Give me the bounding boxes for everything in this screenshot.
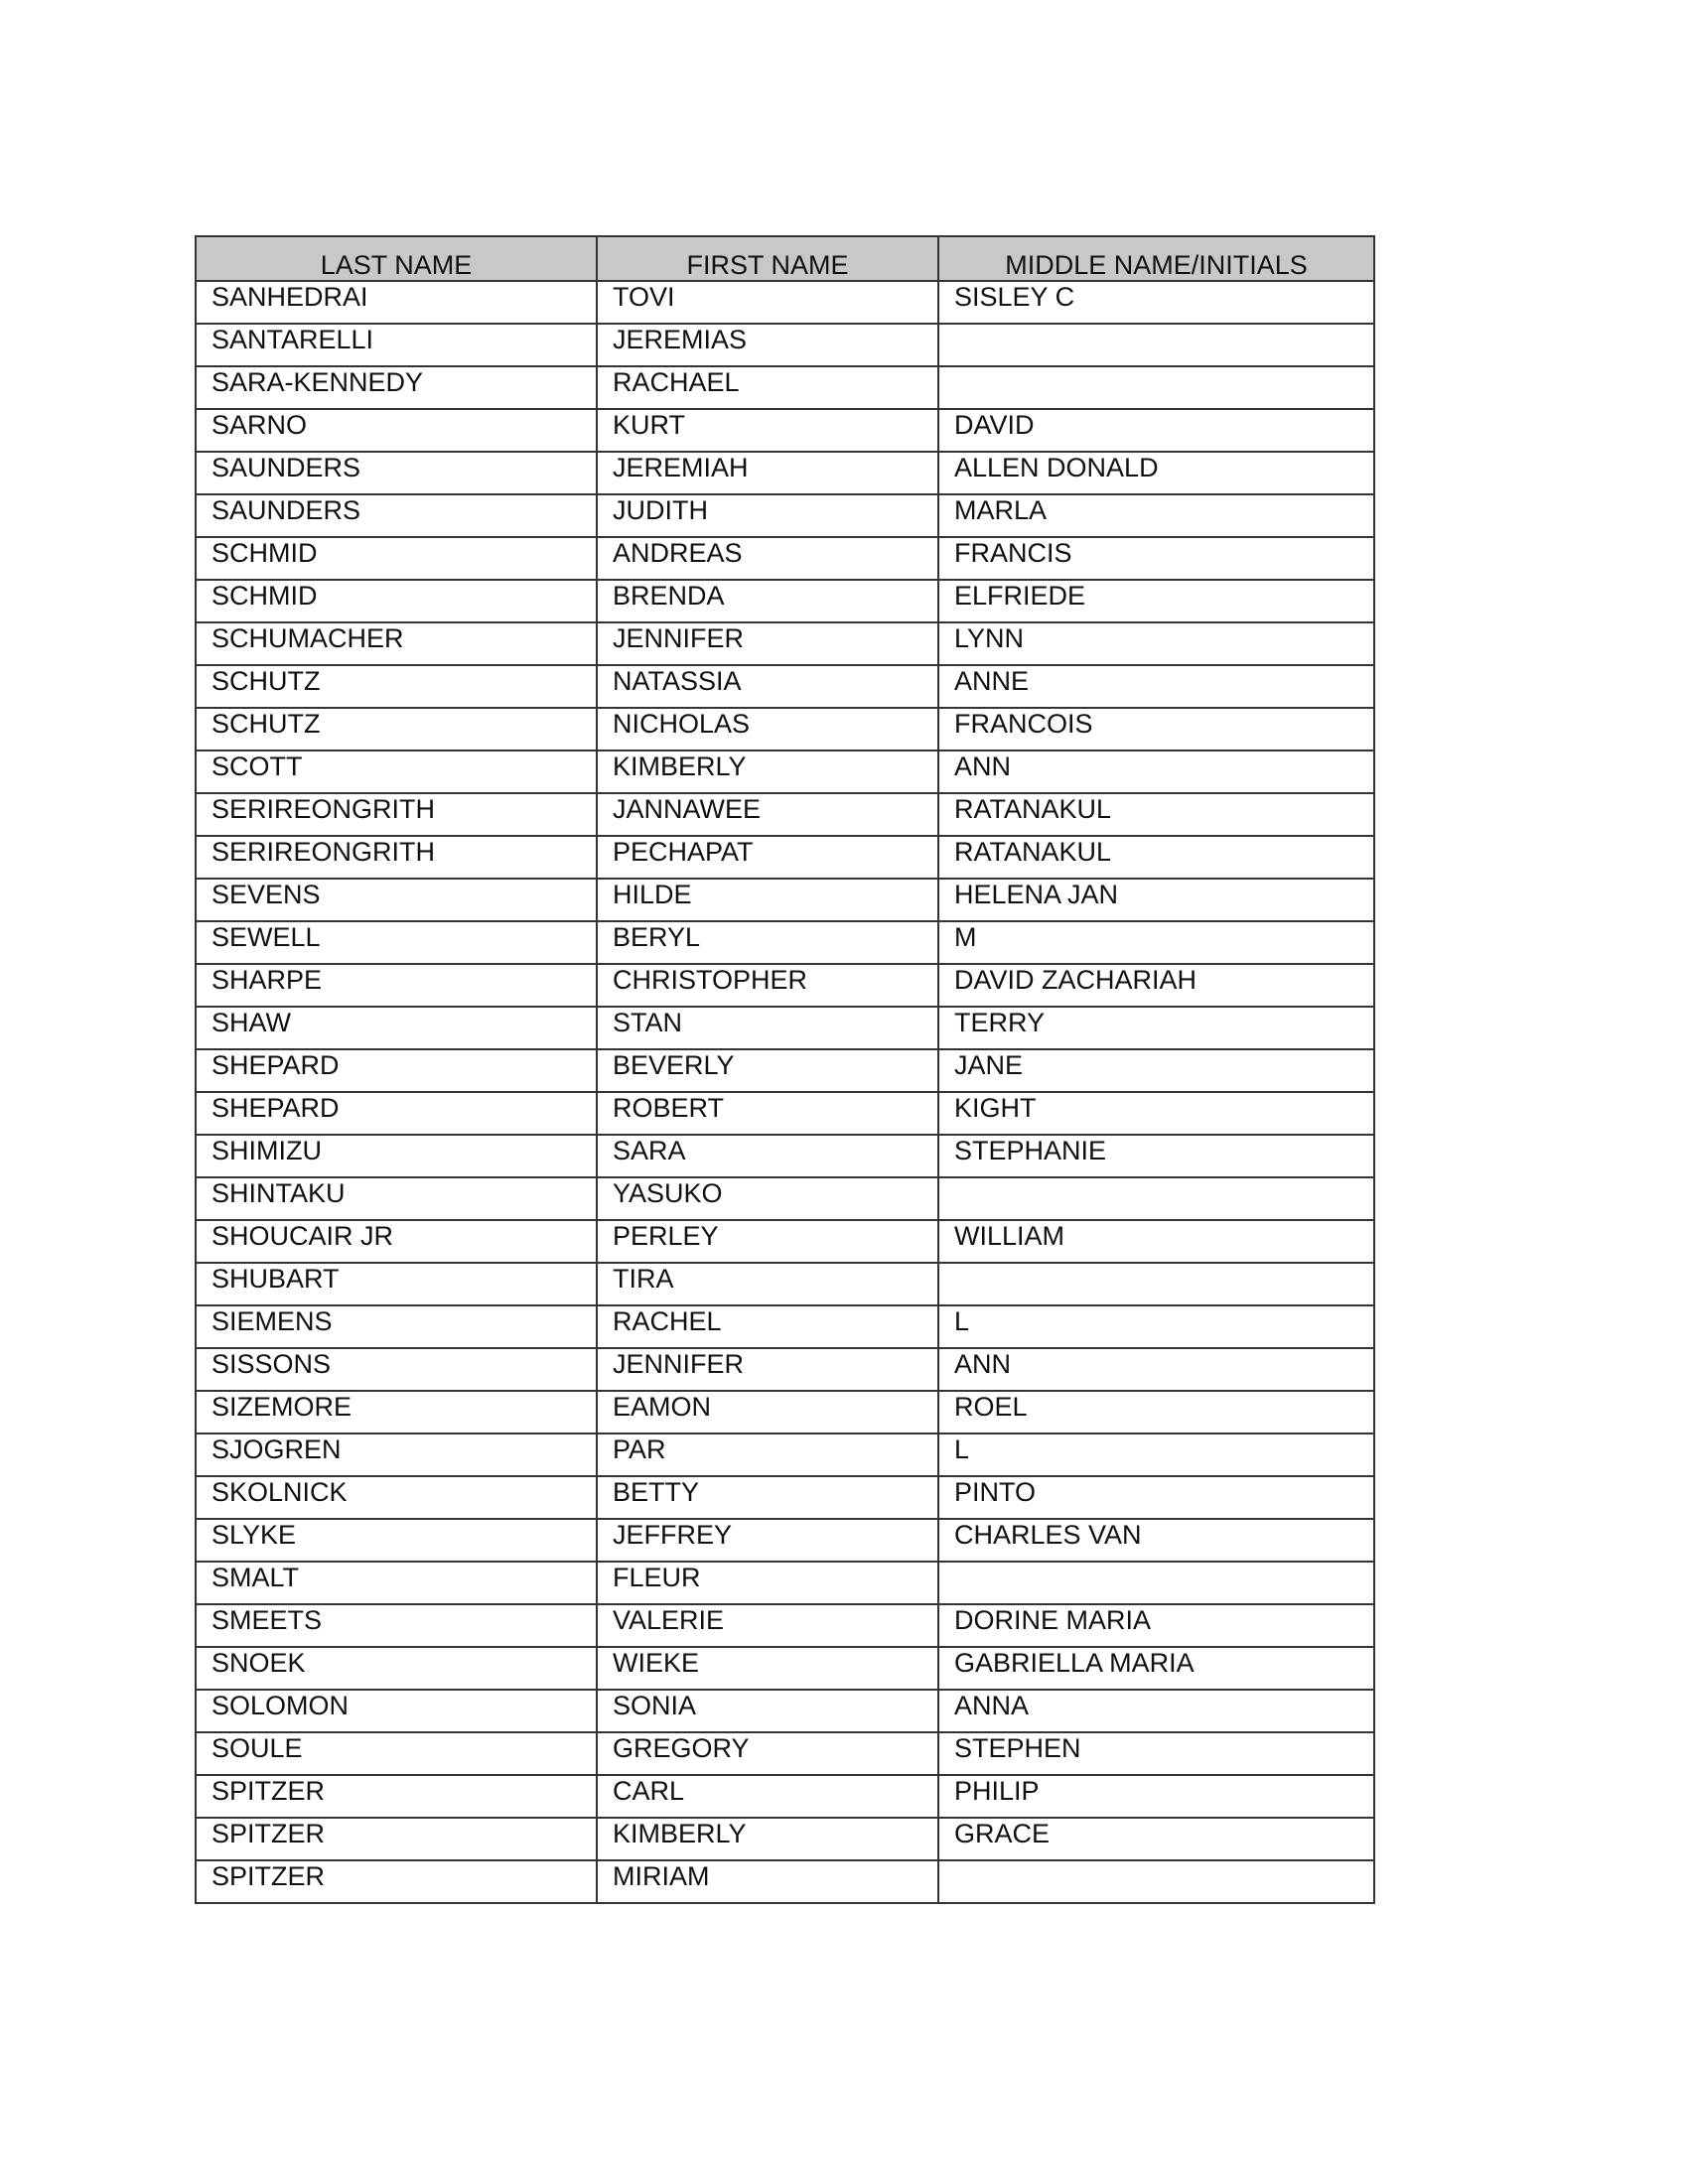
last-name-cell: SOLOMON: [196, 1690, 597, 1732]
middle-name-cell: WILLIAM: [938, 1220, 1374, 1263]
first-name-cell: JENNIFER: [597, 622, 938, 665]
table-row: [196, 409, 1374, 452]
middle-name-cell: FRANCIS: [938, 537, 1374, 580]
first-name-cell: JANNAWEE: [597, 793, 938, 836]
table-row: [196, 836, 1374, 879]
middle-name-cell: DORINE MARIA: [938, 1604, 1374, 1647]
table-row: [196, 537, 1374, 580]
last-name-cell: SARNO: [196, 409, 597, 452]
first-name-cell: PECHAPAT: [597, 836, 938, 879]
middle-name-cell: L: [938, 1433, 1374, 1476]
table-row: [196, 1647, 1374, 1690]
first-name-cell: BRENDA: [597, 580, 938, 622]
middle-name-cell: FRANCOIS: [938, 708, 1374, 751]
last-name-cell: SHUBART: [196, 1263, 597, 1305]
first-name-cell: SONIA: [597, 1690, 938, 1732]
first-name-cell: STAN: [597, 1007, 938, 1049]
table-header: [196, 236, 1374, 281]
last-name-cell: SCHUTZ: [196, 665, 597, 708]
middle-name-cell: STEPHANIE: [938, 1135, 1374, 1177]
table-row: [196, 964, 1374, 1007]
last-name-cell: SIZEMORE: [196, 1391, 597, 1433]
middle-name-cell: [938, 1562, 1374, 1604]
last-name-cell: SMALT: [196, 1562, 597, 1604]
first-name-cell: WIEKE: [597, 1647, 938, 1690]
first-name-cell: JUDITH: [597, 494, 938, 537]
first-name-cell: EAMON: [597, 1391, 938, 1433]
last-name-cell: SHEPARD: [196, 1092, 597, 1135]
table-row: [196, 281, 1374, 324]
middle-name-cell: LYNN: [938, 622, 1374, 665]
table-row: [196, 1476, 1374, 1519]
middle-name-cell: GRACE: [938, 1818, 1374, 1860]
first-name-cell: RACHAEL: [597, 366, 938, 409]
last-name-cell: SPITZER: [196, 1818, 597, 1860]
table-row: [196, 1690, 1374, 1732]
first-name-cell: JEREMIAS: [597, 324, 938, 366]
first-name-cell: KIMBERLY: [597, 1818, 938, 1860]
header-middle-name: MIDDLE NAME/INITIALS: [938, 236, 1374, 281]
last-name-cell: SLYKE: [196, 1519, 597, 1562]
first-name-cell: VALERIE: [597, 1604, 938, 1647]
first-name-cell: KIMBERLY: [597, 751, 938, 793]
last-name-cell: SCHUMACHER: [196, 622, 597, 665]
first-name-cell: JENNIFER: [597, 1348, 938, 1391]
table-row: [196, 1092, 1374, 1135]
first-name-cell: PAR: [597, 1433, 938, 1476]
header-last-name: LAST NAME: [196, 236, 597, 281]
table-row: [196, 494, 1374, 537]
last-name-cell: SCHMID: [196, 580, 597, 622]
middle-name-cell: JANE: [938, 1049, 1374, 1092]
last-name-cell: SJOGREN: [196, 1433, 597, 1476]
middle-name-cell: [938, 1263, 1374, 1305]
last-name-cell: SKOLNICK: [196, 1476, 597, 1519]
first-name-cell: ANDREAS: [597, 537, 938, 580]
first-name-cell: RACHEL: [597, 1305, 938, 1348]
header-first-name: FIRST NAME: [597, 236, 938, 281]
last-name-cell: SIEMENS: [196, 1305, 597, 1348]
middle-name-cell: PHILIP: [938, 1775, 1374, 1818]
middle-name-cell: [938, 366, 1374, 409]
last-name-cell: SERIREONGRITH: [196, 793, 597, 836]
middle-name-cell: ANN: [938, 751, 1374, 793]
table-body: [196, 281, 1374, 1903]
table-row: [196, 1049, 1374, 1092]
first-name-cell: NICHOLAS: [597, 708, 938, 751]
table-row: [196, 1263, 1374, 1305]
table-row: [196, 1348, 1374, 1391]
names-table: [195, 235, 1375, 1904]
last-name-cell: SCOTT: [196, 751, 597, 793]
first-name-cell: MIRIAM: [597, 1860, 938, 1903]
last-name-cell: SHOUCAIR JR: [196, 1220, 597, 1263]
table-row: [196, 1135, 1374, 1177]
middle-name-cell: DAVID: [938, 409, 1374, 452]
last-name-cell: SHIMIZU: [196, 1135, 597, 1177]
last-name-cell: SMEETS: [196, 1604, 597, 1647]
table-row: [196, 580, 1374, 622]
middle-name-cell: M: [938, 921, 1374, 964]
table-row: [196, 1732, 1374, 1775]
first-name-cell: BEVERLY: [597, 1049, 938, 1092]
middle-name-cell: HELENA JAN: [938, 879, 1374, 921]
last-name-cell: SHINTAKU: [196, 1177, 597, 1220]
middle-name-cell: RATANAKUL: [938, 836, 1374, 879]
last-name-cell: SEWELL: [196, 921, 597, 964]
last-name-cell: SANHEDRAI: [196, 281, 597, 324]
middle-name-cell: [938, 1860, 1374, 1903]
table-row: [196, 366, 1374, 409]
last-name-cell: SAUNDERS: [196, 494, 597, 537]
middle-name-cell: KIGHT: [938, 1092, 1374, 1135]
middle-name-cell: CHARLES VAN: [938, 1519, 1374, 1562]
table-row: [196, 708, 1374, 751]
table-row: [196, 1604, 1374, 1647]
table-row: [196, 1818, 1374, 1860]
middle-name-cell: ROEL: [938, 1391, 1374, 1433]
last-name-cell: SCHMID: [196, 537, 597, 580]
middle-name-cell: [938, 1177, 1374, 1220]
table-row: [196, 622, 1374, 665]
first-name-cell: YASUKO: [597, 1177, 938, 1220]
last-name-cell: SHAW: [196, 1007, 597, 1049]
middle-name-cell: STEPHEN: [938, 1732, 1374, 1775]
first-name-cell: JEFFREY: [597, 1519, 938, 1562]
last-name-cell: SARA-KENNEDY: [196, 366, 597, 409]
middle-name-cell: GABRIELLA MARIA: [938, 1647, 1374, 1690]
table-row: [196, 879, 1374, 921]
middle-name-cell: PINTO: [938, 1476, 1374, 1519]
table-row: [196, 324, 1374, 366]
first-name-cell: KURT: [597, 409, 938, 452]
table-row: [196, 921, 1374, 964]
middle-name-cell: L: [938, 1305, 1374, 1348]
first-name-cell: TOVI: [597, 281, 938, 324]
table-row: [196, 793, 1374, 836]
last-name-cell: SOULE: [196, 1732, 597, 1775]
middle-name-cell: ELFRIEDE: [938, 580, 1374, 622]
last-name-cell: SPITZER: [196, 1775, 597, 1818]
middle-name-cell: ANN: [938, 1348, 1374, 1391]
middle-name-cell: ANNE: [938, 665, 1374, 708]
table-row: [196, 1562, 1374, 1604]
last-name-cell: SISSONS: [196, 1348, 597, 1391]
first-name-cell: JEREMIAH: [597, 452, 938, 494]
table-row: [196, 665, 1374, 708]
table-row: [196, 1519, 1374, 1562]
table-row: [196, 1220, 1374, 1263]
middle-name-cell: [938, 324, 1374, 366]
table-row: [196, 1433, 1374, 1476]
middle-name-cell: ALLEN DONALD: [938, 452, 1374, 494]
middle-name-cell: TERRY: [938, 1007, 1374, 1049]
last-name-cell: SAUNDERS: [196, 452, 597, 494]
first-name-cell: HILDE: [597, 879, 938, 921]
middle-name-cell: ANNA: [938, 1690, 1374, 1732]
middle-name-cell: DAVID ZACHARIAH: [938, 964, 1374, 1007]
table-row: [196, 1007, 1374, 1049]
first-name-cell: BETTY: [597, 1476, 938, 1519]
last-name-cell: SNOEK: [196, 1647, 597, 1690]
middle-name-cell: RATANAKUL: [938, 793, 1374, 836]
middle-name-cell: MARLA: [938, 494, 1374, 537]
first-name-cell: PERLEY: [597, 1220, 938, 1263]
header-row: [196, 236, 1374, 281]
first-name-cell: CHRISTOPHER: [597, 964, 938, 1007]
table-row: [196, 1177, 1374, 1220]
table-row: [196, 452, 1374, 494]
last-name-cell: SHEPARD: [196, 1049, 597, 1092]
last-name-cell: SCHUTZ: [196, 708, 597, 751]
first-name-cell: BERYL: [597, 921, 938, 964]
table-row: [196, 1860, 1374, 1903]
table-row: [196, 751, 1374, 793]
table-row: [196, 1391, 1374, 1433]
first-name-cell: GREGORY: [597, 1732, 938, 1775]
first-name-cell: FLEUR: [597, 1562, 938, 1604]
last-name-cell: SEVENS: [196, 879, 597, 921]
last-name-cell: SPITZER: [196, 1860, 597, 1903]
middle-name-cell: SISLEY C: [938, 281, 1374, 324]
first-name-cell: SARA: [597, 1135, 938, 1177]
last-name-cell: SERIREONGRITH: [196, 836, 597, 879]
first-name-cell: TIRA: [597, 1263, 938, 1305]
first-name-cell: NATASSIA: [597, 665, 938, 708]
first-name-cell: CARL: [597, 1775, 938, 1818]
last-name-cell: SHARPE: [196, 964, 597, 1007]
table-row: [196, 1305, 1374, 1348]
first-name-cell: ROBERT: [597, 1092, 938, 1135]
table-row: [196, 1775, 1374, 1818]
last-name-cell: SANTARELLI: [196, 324, 597, 366]
